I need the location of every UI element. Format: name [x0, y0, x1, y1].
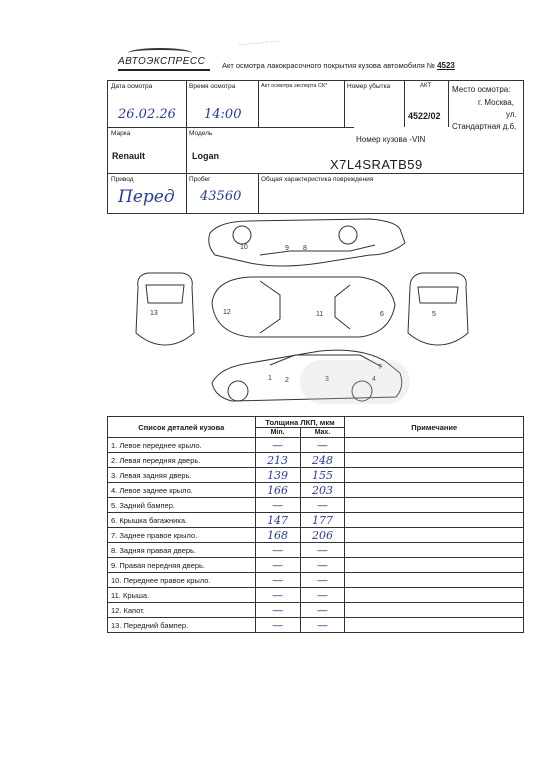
note-cell	[345, 588, 524, 603]
car-side-bottom-wheel-front	[228, 381, 248, 401]
part-number-12: 12	[223, 309, 231, 316]
note-cell	[345, 468, 524, 483]
part-name-cell: 12. Капот.	[108, 603, 256, 618]
note-cell	[345, 603, 524, 618]
drive-value: Перед	[118, 187, 175, 207]
part-name-cell: 1. Левое переднее крыло.	[108, 438, 256, 453]
table-row	[108, 513, 524, 528]
part-name-cell: 3. Левая задняя дверь.	[108, 468, 256, 483]
note-cell	[345, 573, 524, 588]
col-min-header: Min.	[255, 428, 300, 438]
place-label: Место осмотра:	[452, 85, 511, 94]
paint-thickness-table	[107, 416, 524, 633]
col-parts-header: Список деталей кузова	[108, 417, 256, 438]
max-value-cell: —	[300, 543, 345, 558]
part-name-cell: 8. Задняя правая дверь.	[108, 543, 256, 558]
expert-label: Акт осмотра эксперта СК*	[261, 83, 328, 89]
date-label: Дата осмотра	[111, 83, 153, 90]
max-value-cell: —	[300, 588, 345, 603]
faint-stamp-mark: ~~~~~~~~	[237, 35, 281, 51]
drive-label: Привод	[111, 176, 134, 183]
part-name-cell: 5. Задний бампер.	[108, 498, 256, 513]
part-number-2: 2	[285, 377, 289, 384]
car-side-top-wheel-rear	[339, 226, 357, 244]
note-cell	[345, 528, 524, 543]
min-value-cell: 168	[255, 528, 300, 543]
table-row	[108, 558, 524, 573]
time-label: Время осмотра	[189, 83, 236, 90]
table-row	[108, 438, 524, 453]
mileage-value: 43560	[200, 189, 242, 204]
min-value-cell: 147	[255, 513, 300, 528]
part-name-cell: 2. Левая передняя дверь.	[108, 453, 256, 468]
max-value-cell: 177	[300, 513, 345, 528]
car-rear-outline	[408, 273, 468, 345]
brand-value: Renault	[112, 151, 146, 161]
place-address: Стандартная д.6,	[452, 122, 517, 131]
part-name-cell: 11. Крыша.	[108, 588, 256, 603]
max-value-cell: —	[300, 618, 345, 633]
min-value-cell: —	[255, 558, 300, 573]
part-number-6: 6	[380, 311, 384, 318]
max-value-cell: 203	[300, 483, 345, 498]
car-side-top-outline	[209, 219, 405, 266]
date-value: 26.02.26	[118, 107, 176, 122]
part-name-cell: 7. Заднее правое крыло.	[108, 528, 256, 543]
max-value-cell: —	[300, 573, 345, 588]
place-street-prefix: ул.	[506, 110, 517, 119]
part-number-3: 3	[325, 376, 329, 383]
damage-label: Общая характеристика повреждения	[261, 176, 374, 183]
col-note-header: Примечание	[345, 417, 524, 438]
table-row	[108, 543, 524, 558]
part-number-10: 10	[240, 244, 248, 251]
col-thickness-header: Толщина ЛКП, мкм	[255, 417, 345, 428]
note-cell	[345, 438, 524, 453]
model-label: Модель	[189, 130, 213, 137]
min-value-cell: —	[255, 588, 300, 603]
part-number-8: 8	[303, 245, 307, 252]
mileage-label: Пробег	[189, 176, 211, 183]
min-value-cell: —	[255, 438, 300, 453]
part-number-5: 5	[432, 311, 436, 318]
table-row	[108, 603, 524, 618]
watermark-logo	[300, 360, 410, 404]
col-max-header: Max.	[300, 428, 345, 438]
table-row	[108, 618, 524, 633]
max-value-cell: 248	[300, 453, 345, 468]
min-value-cell: 166	[255, 483, 300, 498]
company-logo: АВТОЭКСПРЕСС	[118, 56, 210, 71]
table-row	[108, 498, 524, 513]
table-row	[108, 483, 524, 498]
note-cell	[345, 558, 524, 573]
form-number: 4523	[437, 61, 455, 70]
part-number-7: 7	[378, 364, 382, 371]
info-grid	[107, 80, 524, 214]
note-cell	[345, 513, 524, 528]
min-value-cell: —	[255, 498, 300, 513]
model-value: Logan	[192, 151, 219, 161]
note-cell	[345, 618, 524, 633]
part-number-9: 9	[285, 245, 289, 252]
min-value-cell: —	[255, 543, 300, 558]
part-name-cell: 9. Правая передняя дверь.	[108, 558, 256, 573]
place-city: г. Москва,	[478, 98, 514, 107]
max-value-cell: —	[300, 603, 345, 618]
min-value-cell: 213	[255, 453, 300, 468]
form-title	[222, 61, 455, 70]
note-cell	[345, 543, 524, 558]
form-title-text: Акт осмотра лакокрасочного покрытия кузова автомобиля №	[222, 61, 435, 70]
table-row	[108, 468, 524, 483]
part-number-4: 4	[372, 376, 376, 383]
brand-label: Марка	[111, 130, 131, 137]
note-cell	[345, 498, 524, 513]
note-cell	[345, 453, 524, 468]
note-cell	[345, 483, 524, 498]
part-name-cell: 10. Переднее правое крыло.	[108, 573, 256, 588]
car-side-top-wheel-front	[233, 226, 251, 244]
car-front-outline	[136, 273, 194, 345]
part-number-13: 13	[150, 310, 158, 317]
act-value: 4522/02	[408, 111, 441, 121]
max-value-cell: —	[300, 558, 345, 573]
table-row	[108, 453, 524, 468]
time-value: 14:00	[204, 107, 242, 122]
min-value-cell: —	[255, 603, 300, 618]
table-row	[108, 528, 524, 543]
min-value-cell: 139	[255, 468, 300, 483]
act-label: АКТ	[420, 83, 432, 89]
table-row	[108, 573, 524, 588]
part-name-cell: 6. Крышка багажника.	[108, 513, 256, 528]
table-row	[108, 588, 524, 603]
min-value-cell: —	[255, 618, 300, 633]
car-top-outline	[212, 277, 395, 337]
part-number-11: 11	[316, 311, 324, 318]
max-value-cell: —	[300, 498, 345, 513]
vin-label: Номер кузова -VIN	[356, 135, 426, 144]
vin-value: X7L4SRATB59	[330, 157, 423, 172]
table-header-row	[108, 417, 524, 428]
min-value-cell: —	[255, 573, 300, 588]
part-number-1: 1	[268, 375, 272, 382]
max-value-cell: 206	[300, 528, 345, 543]
max-value-cell: 155	[300, 468, 345, 483]
part-name-cell: 13. Передний бампер.	[108, 618, 256, 633]
loss-number-label: Номер убытка	[347, 83, 391, 90]
part-name-cell: 4. Левое заднее крыло.	[108, 483, 256, 498]
max-value-cell: —	[300, 438, 345, 453]
